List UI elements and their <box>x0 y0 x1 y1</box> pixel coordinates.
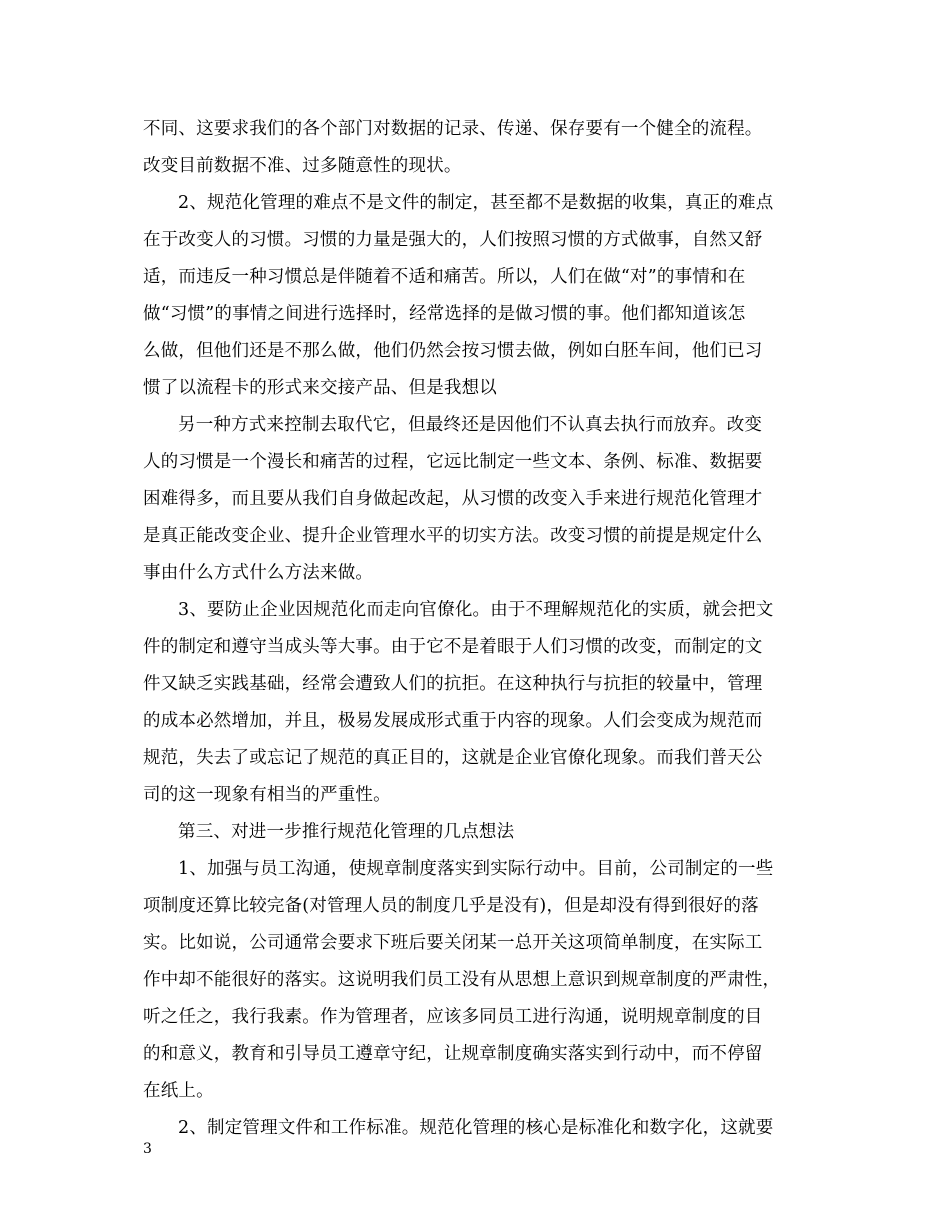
text-line: 困难得多，而且要从我们自身做起改起，从习惯的改变入手来进行规范化管理才 <box>143 489 763 509</box>
text-line: 实。比如说，公司通常会要求下班后要关闭某一总开关这项简单制度，在实际工 <box>143 933 763 953</box>
text-line: 件的制定和遵守当成头等大事。由于它不是着眼于人们习惯的改变，而制定的文 <box>143 637 763 657</box>
text-line: 惯了以流程卡的形式来交接产品、但是我想以 <box>143 378 497 398</box>
text-line: 适，而违反一种习惯总是伴随着不适和痛苦。所以，人们在做“对”的事情和在 <box>143 267 746 287</box>
text-line: 做“习惯”的事情之间进行选择时，经常选择的是做习惯的事。他们都知道该怎 <box>143 304 746 324</box>
text-line: 人的习惯是一个漫长和痛苦的过程，它远比制定一些文本、条例、标准、数据要 <box>143 452 763 472</box>
text-line: 听之任之，我行我素。作为管理者，应该多同员工进行沟通，说明规章制度的目 <box>143 1007 763 1027</box>
section-heading: 第三、对进一步推行规范化管理的几点想法 <box>178 822 515 842</box>
text-line: 改变目前数据不准、过多随意性的现状。 <box>143 156 462 176</box>
text-line: 不同、这要求我们的各个部门对数据的记录、传递、保存要有一个健全的流程。 <box>143 119 763 139</box>
paragraph-start-line: 另一种方式来控制去取代它，但最终还是因他们不认真去执行而放弃。改变 <box>178 415 763 435</box>
text-line: 规范，失去了或忘记了规范的真正目的，这就是企业官僚化现象。而我们普天公 <box>143 748 763 768</box>
text-line: 司的这一现象有相当的严重性。 <box>143 785 391 805</box>
text-line: 项制度还算比较完备(对管理人员的制度几乎是没有)，但是却没有得到很好的落 <box>143 896 759 916</box>
text-line: 是真正能改变企业、提升企业管理水平的切实方法。改变习惯的前提是规定什么 <box>143 526 763 546</box>
paragraph-start-line: 3、要防止企业因规范化而走向官僚化。由于不理解规范化的实质，就会把文 <box>178 600 774 620</box>
text-line: 么做，但他们还是不那么做，他们仍然会按习惯去做，例如白胚车间，他们已习 <box>143 341 763 361</box>
text-line: 在于改变人的习惯。习惯的力量是强大的，人们按照习惯的方式做事，自然又舒 <box>143 230 763 250</box>
text-line: 的成本必然增加，并且，极易发展成形式重于内容的现象。人们会变成为规范而 <box>143 711 763 731</box>
text-line: 的和意义，教育和引导员工遵章守纪，让规章制度确实落实到行动中，而不停留 <box>143 1044 763 1064</box>
paragraph-start-line: 1、加强与员工沟通，使规章制度落实到实际行动中。目前，公司制定的一些 <box>178 859 774 879</box>
paragraph-start-line: 2、制定管理文件和工作标准。规范化管理的核心是标准化和数字化，这就要 <box>178 1118 774 1138</box>
text-line: 件又缺乏实践基础，经常会遭致人们的抗拒。在这种执行与抗拒的较量中，管理 <box>143 674 763 694</box>
page-number: 3 <box>143 1141 152 1157</box>
text-line: 事由什么方式什么方法来做。 <box>143 563 374 583</box>
paragraph-start-line: 2、规范化管理的难点不是文件的制定，甚至都不是数据的收集，真正的难点 <box>178 193 774 213</box>
text-line: 作中却不能很好的落实。这说明我们员工没有从思想上意识到规章制度的严肃性， <box>143 970 781 990</box>
text-line: 在纸上。 <box>143 1081 214 1101</box>
